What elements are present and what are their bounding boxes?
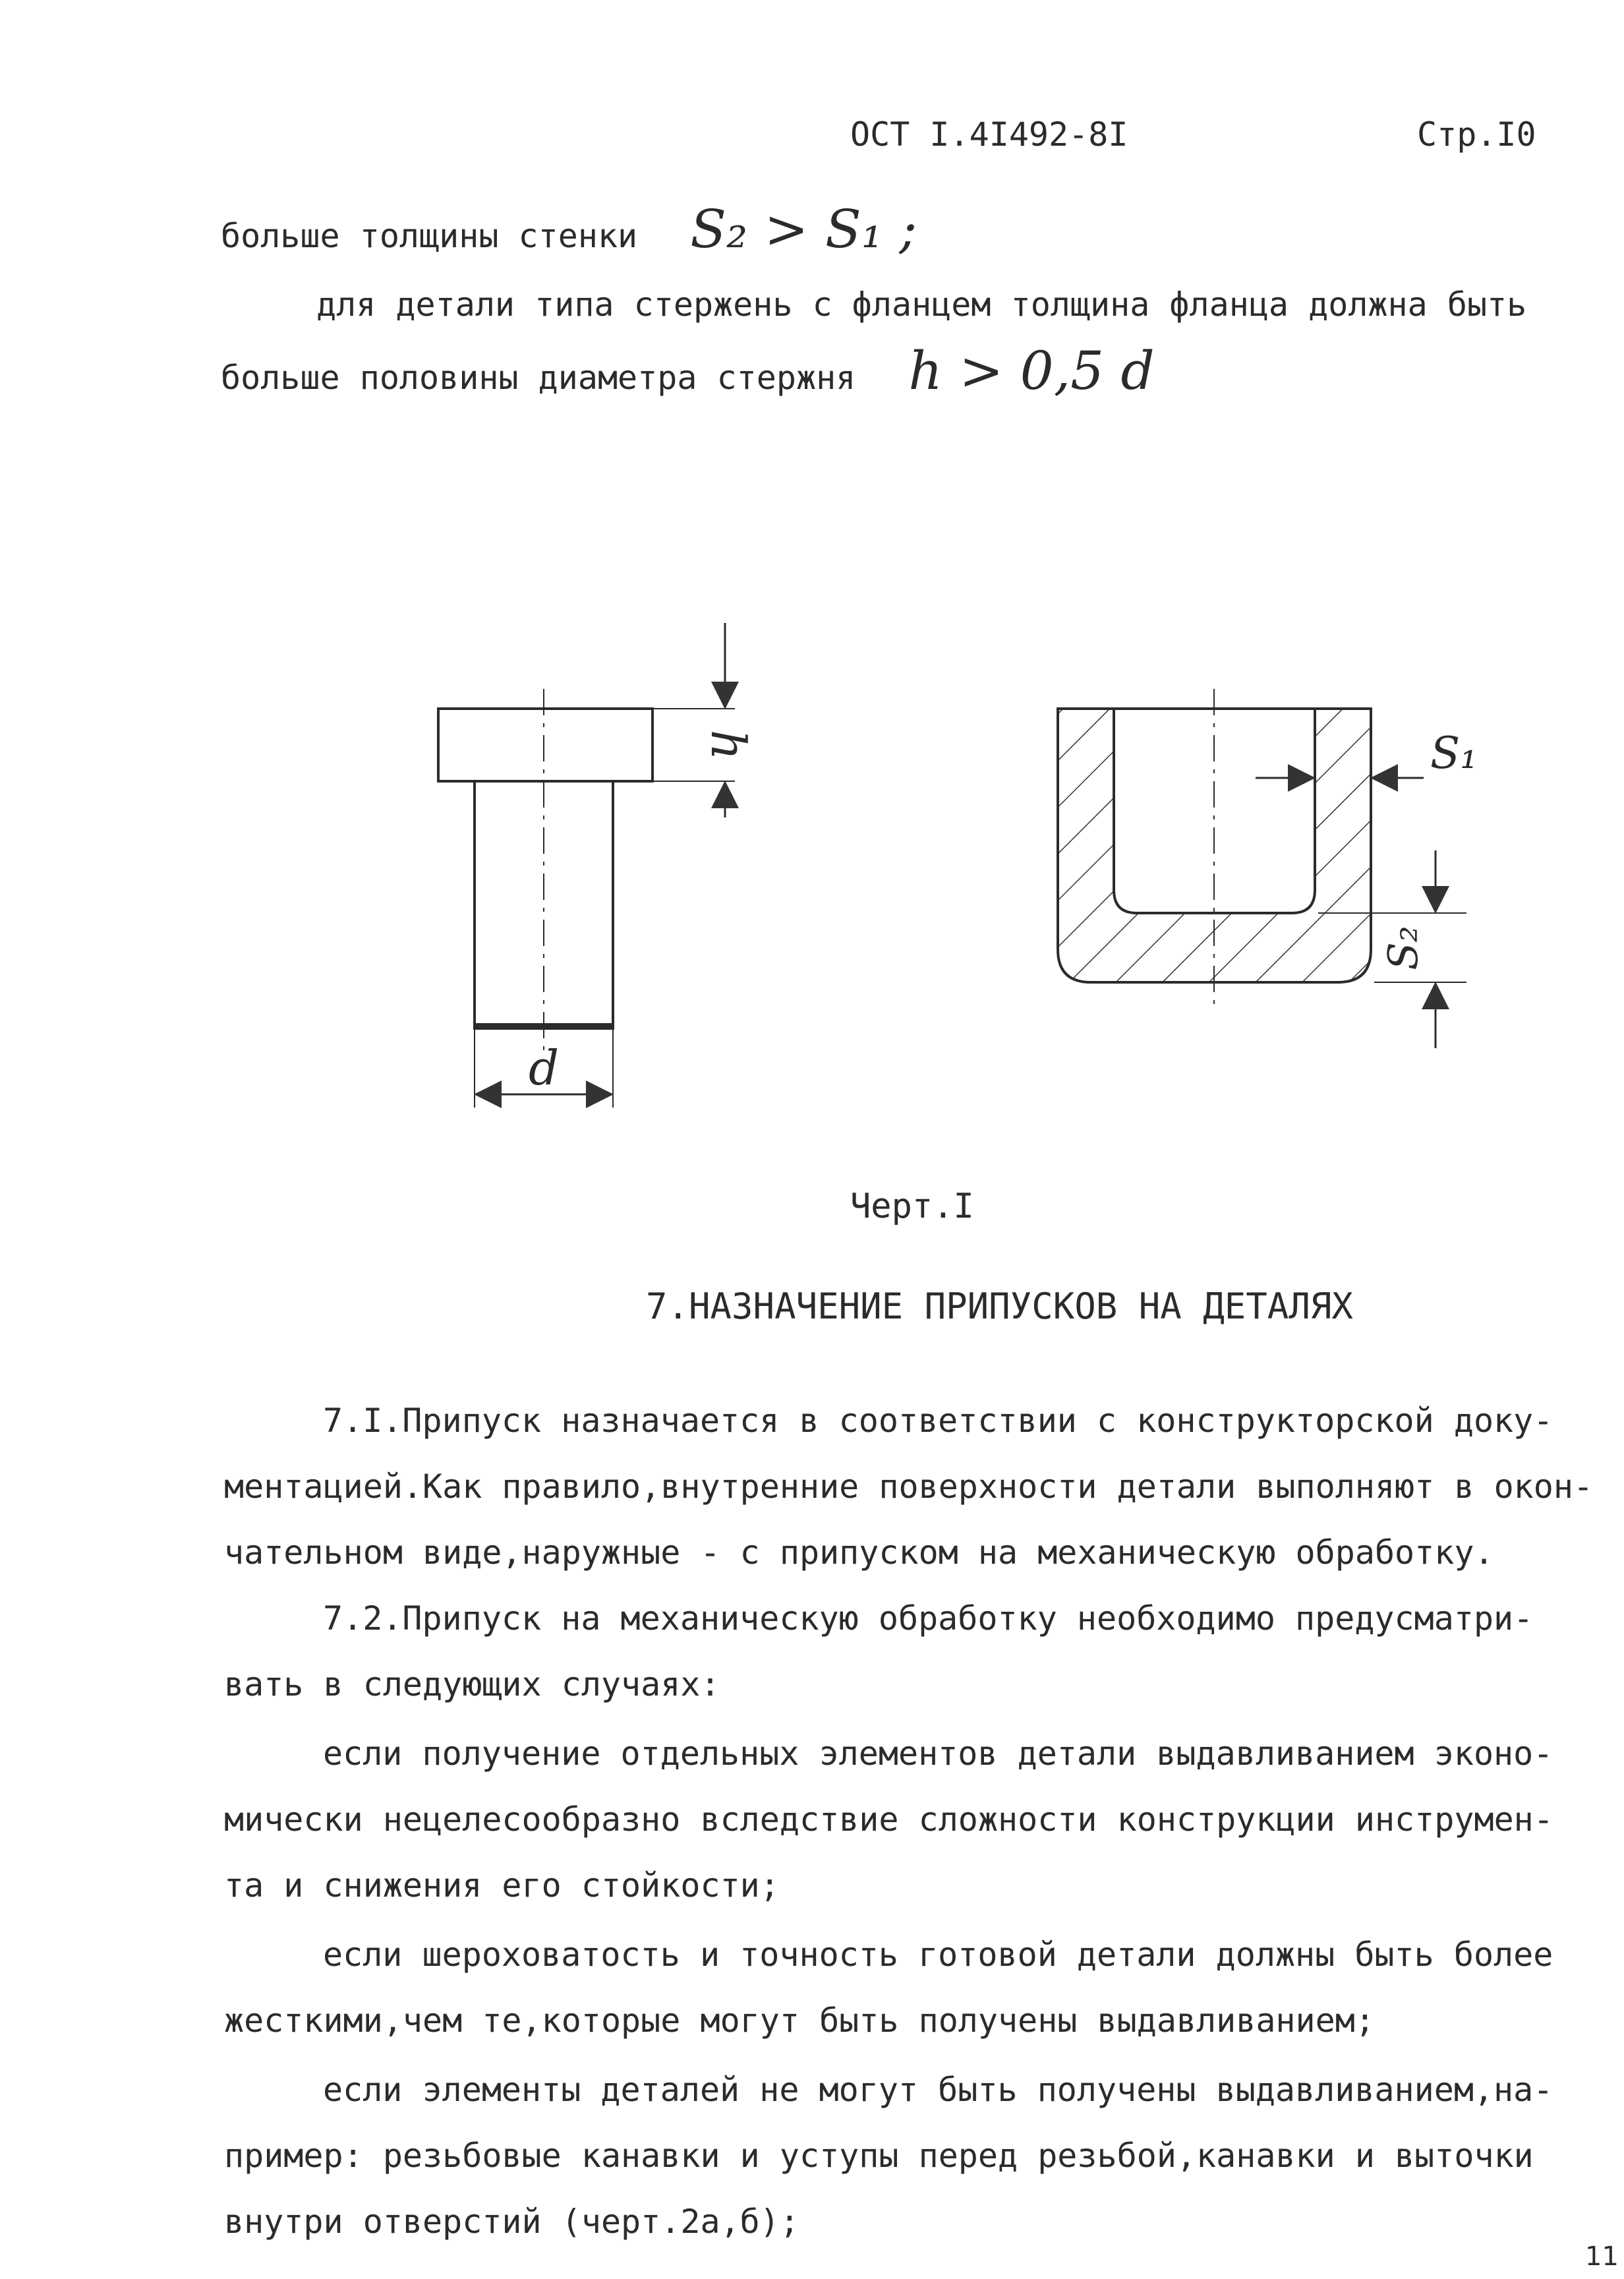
sheet-number: 11 xyxy=(1585,2241,1619,2272)
intro-line-1-text: больше толщины стенки xyxy=(221,217,638,255)
document-code: ОСТ I.4I492-8I xyxy=(850,115,1128,154)
label-s1: S₁ xyxy=(1430,728,1478,779)
page-number: Стр.I0 xyxy=(1417,115,1536,154)
section-line: жесткими,чем те,которые могут быть получены выдавливанием; xyxy=(224,2001,1375,2040)
intro-line-3-text: больше половины диаметра стержня xyxy=(221,359,856,397)
section-line: вать в следующих случаях: xyxy=(224,1665,720,1703)
label-s2: S₂ xyxy=(1379,926,1427,970)
drawing-caption: Черт.I xyxy=(850,1187,974,1226)
section-line: если получение отдельных элементов детали выдавливанием эконо- xyxy=(323,1734,1553,1773)
section-line: ментацией.Как правило,внутренние поверхности детали выполняют в окон- xyxy=(224,1467,1594,1506)
section-line: внутри отверстий (черт.2а,б); xyxy=(224,2203,799,2241)
wall-formula: S₂ > S₁ ; xyxy=(690,198,917,260)
label-h: h xyxy=(701,729,756,761)
section-line: пример: резьбовые канавки и уступы перед резьбой,канавки и выточки xyxy=(224,2137,1534,2175)
cup-section-part xyxy=(1058,689,1466,1048)
section-line: та и снижения его стойкости; xyxy=(224,1866,780,1905)
rod-with-flange-part xyxy=(438,623,735,1108)
intro-line-2: для детали типа стержень с фланцем толщина фланца должна быть xyxy=(316,285,1527,324)
section-line: 7.2.Припуск на механическую обработку необходимо предусматри- xyxy=(323,1599,1534,1638)
section-line: 7.I.Припуск назначается в соответствии с конструкторской доку- xyxy=(323,1402,1553,1440)
section-line: чательном виде,наружные - с припуском на механическую обработку. xyxy=(224,1533,1494,1572)
label-d: d xyxy=(528,1040,560,1096)
section-heading: 7.НАЗНАЧЕНИЕ ПРИПУСКОВ НА ДЕТАЛЯХ xyxy=(646,1286,1353,1327)
flange-formula: h > 0,5 d xyxy=(908,340,1155,401)
section-line: мически нецелесообразно вследствие сложности конструкции инструмен- xyxy=(224,1800,1553,1839)
section-line: если шероховатость и точность готовой детали должны быть более xyxy=(323,1936,1553,1974)
flange-outline xyxy=(438,709,652,781)
section-line: если элементы деталей не могут быть получены выдавливанием,на- xyxy=(323,2071,1553,2109)
